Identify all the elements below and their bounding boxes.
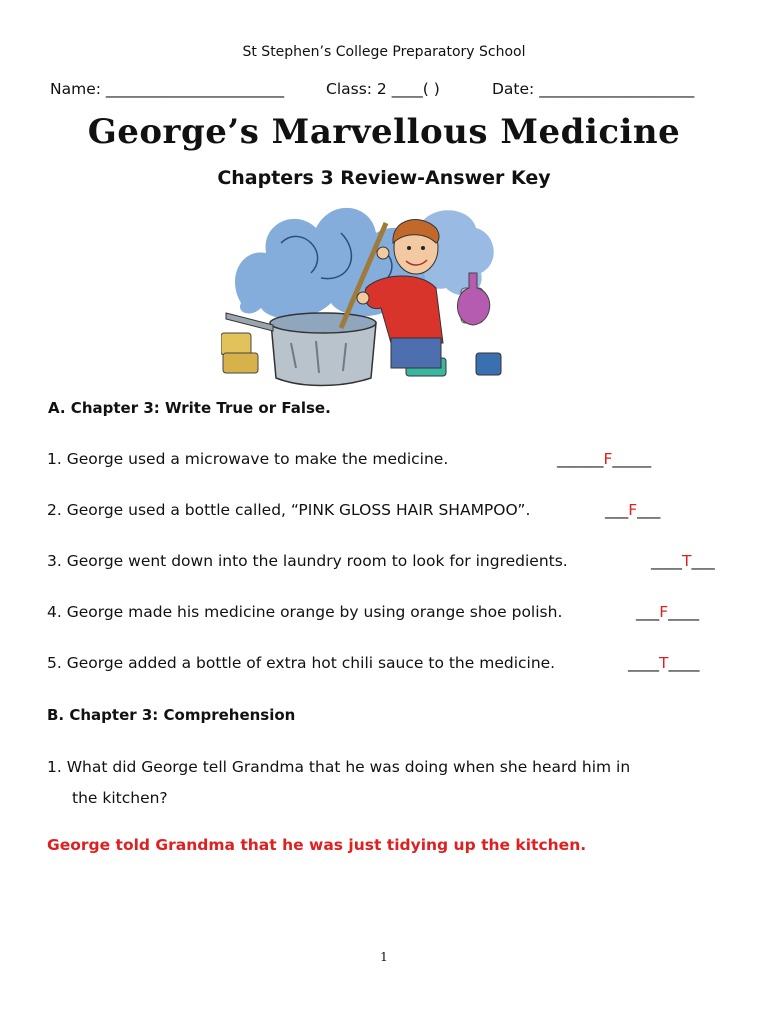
tin <box>476 353 501 375</box>
section-a-heading: A. Chapter 3: Write True or False. <box>48 399 331 417</box>
answer-2: F <box>628 501 638 519</box>
comprehension-answer: George told Grandma that he was just tidying up the kitchen. <box>47 836 587 854</box>
page-subtitle: Chapters 3 Review-Answer Key <box>217 167 551 189</box>
question-3: 3. George went down into the laundry room to look for ingredients. <box>47 552 568 570</box>
answer-3: T <box>682 552 692 570</box>
answer-blank-3: ____T___ <box>651 552 715 570</box>
page-title: George’s Marvellous Medicine <box>87 112 681 152</box>
answer-5: T <box>659 654 669 672</box>
question-5: 5. George added a bottle of extra hot chili sauce to the medicine. <box>47 654 556 672</box>
answer-blank-2: ___F___ <box>605 501 661 519</box>
george-hand <box>377 247 389 259</box>
page-number: 1 <box>380 950 388 964</box>
answer-blank-4: ___F____ <box>636 603 700 621</box>
answer-blank-1: ______F_____ <box>557 450 652 468</box>
george-cooking-illustration <box>221 193 503 391</box>
school-name: St Stephen’s College Preparatory School <box>242 44 526 60</box>
section-b-heading: B. Chapter 3: Comprehension <box>47 706 296 724</box>
name-field-label: Name: _______________________ <box>50 80 285 98</box>
question-4: 4. George made his medicine orange by using orange shoe polish. <box>47 603 563 621</box>
answer-4: F <box>659 603 669 621</box>
question-2: 2. George used a bottle called, “PINK GLOSS HAIR SHAMPOO”. <box>47 501 531 519</box>
answer-1: F <box>603 450 613 468</box>
comprehension-question-line2: the kitchen? <box>72 789 168 807</box>
date-field-label: Date: ____________________ <box>492 80 695 98</box>
class-field-label: Class: 2 ____( ) <box>326 80 440 98</box>
answer-blank-5: ____T____ <box>628 654 700 672</box>
tin <box>221 333 251 355</box>
comprehension-question-line1: 1. What did George tell Grandma that he was doing when she heard him in <box>47 758 631 776</box>
question-1: 1. George used a microwave to make the medicine. <box>47 450 449 468</box>
tin <box>223 353 258 373</box>
george-hand <box>357 292 369 304</box>
